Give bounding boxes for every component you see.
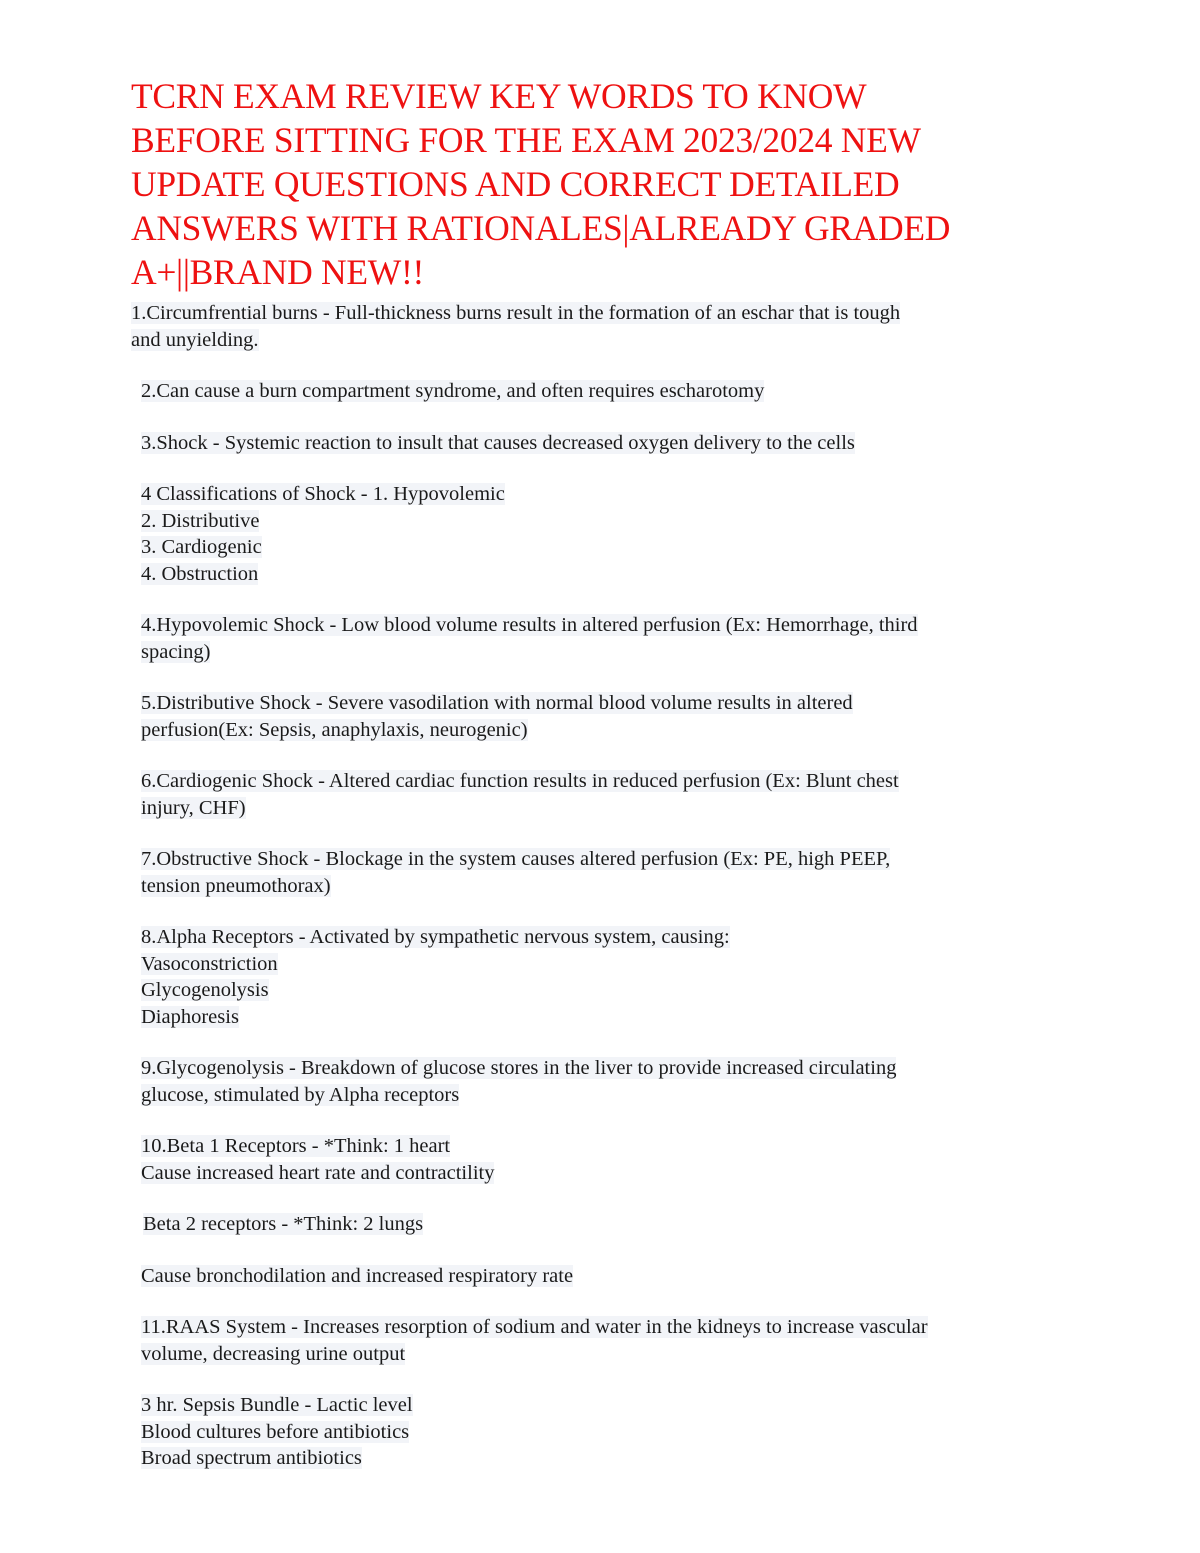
entry-line: 6.Cardiogenic Shock - Altered cardiac function results in reduced perfusion (Ex: Blunt chest bbox=[141, 770, 899, 792]
entry-line: 2.Can cause a burn compartment syndrome, and often requires escharotomy bbox=[141, 380, 765, 402]
entry-line: 3 hr. Sepsis Bundle - Lactic level bbox=[141, 1394, 413, 1416]
entry-line: tension pneumothorax) bbox=[141, 874, 331, 897]
entry-line: Broad spectrum antibiotics bbox=[141, 1447, 362, 1469]
entry-line: Glycogenolysis bbox=[141, 979, 269, 1001]
entry-line: spacing) bbox=[141, 640, 211, 663]
entry-line: 4 Classifications of Shock - 1. Hypovolemic bbox=[141, 483, 505, 505]
entry-beta-2-receptors bbox=[131, 1211, 1060, 1238]
entry-glycogenolysis bbox=[131, 1055, 1060, 1108]
entry-line: Diaphoresis bbox=[141, 1005, 239, 1028]
entry-bronchodilation bbox=[131, 1263, 1060, 1290]
entry-line: Cause increased heart rate and contractility bbox=[141, 1161, 495, 1184]
entry-line: 8.Alpha Receptors - Activated by sympathetic nervous system, causing: bbox=[141, 926, 730, 948]
entry-beta-1-receptors bbox=[131, 1133, 1060, 1186]
entry-line: Cause bronchodilation and increased respiratory rate bbox=[141, 1264, 574, 1287]
entry-line: 4.Hypovolemic Shock - Low blood volume results in altered perfusion (Ex: Hemorrhage, third bbox=[141, 614, 918, 636]
title-line: ANSWERS WITH RATIONALES|ALREADY GRADED bbox=[131, 208, 951, 248]
entry-burn-compartment-syndrome bbox=[131, 378, 1060, 405]
entry-alpha-receptors bbox=[131, 924, 1060, 1030]
entry-raas-system bbox=[131, 1314, 1060, 1367]
entry-line: perfusion(Ex: Sepsis, anaphylaxis, neurogenic) bbox=[141, 718, 528, 741]
entry-line: 11.RAAS System - Increases resorption of sodium and water in the kidneys to increase vascular bbox=[141, 1316, 928, 1338]
entry-line: and unyielding. bbox=[131, 328, 259, 351]
entry-line: injury, CHF) bbox=[141, 796, 246, 819]
entry-sepsis-bundle bbox=[131, 1392, 1060, 1472]
entry-distributive-shock bbox=[131, 690, 1060, 743]
entry-line: 7.Obstructive Shock - Blockage in the system causes altered perfusion (Ex: PE, high PEEP, bbox=[141, 848, 891, 870]
entry-line: 4. Obstruction bbox=[141, 562, 259, 585]
entry-shock-classifications bbox=[131, 481, 1060, 587]
document-title bbox=[131, 74, 1060, 294]
entry-line: Blood cultures before antibiotics bbox=[141, 1420, 410, 1443]
title-line: BEFORE SITTING FOR THE EXAM 2023/2024 NEW bbox=[131, 120, 921, 160]
entry-line: 1.Circumfrential burns - Full-thickness burns result in the formation of an eschar that is tough bbox=[131, 302, 901, 324]
entry-obstructive-shock bbox=[131, 846, 1060, 899]
entry-line: 10.Beta 1 Receptors - *Think: 1 heart bbox=[141, 1135, 451, 1157]
entry-line: Beta 2 receptors - *Think: 2 lungs bbox=[143, 1213, 424, 1235]
entry-line: glucose, stimulated by Alpha receptors bbox=[141, 1083, 460, 1106]
entry-circumferential-burns bbox=[131, 300, 1060, 353]
entry-line: 3. Cardiogenic bbox=[141, 536, 262, 558]
entry-shock bbox=[131, 430, 1060, 457]
title-line: UPDATE QUESTIONS AND CORRECT DETAILED bbox=[131, 164, 900, 204]
title-line: A+||BRAND NEW!! bbox=[131, 252, 424, 292]
entry-line: Vasoconstriction bbox=[141, 952, 278, 975]
entry-line: 3.Shock - Systemic reaction to insult that causes decreased oxygen delivery to the cells bbox=[141, 431, 855, 454]
entry-hypovolemic-shock bbox=[131, 612, 1060, 665]
entry-line: 2. Distributive bbox=[141, 509, 260, 532]
entry-cardiogenic-shock bbox=[131, 768, 1060, 821]
entry-line: 9.Glycogenolysis - Breakdown of glucose stores in the liver to provide increased circulating bbox=[141, 1057, 897, 1079]
title-line: TCRN EXAM REVIEW KEY WORDS TO KNOW bbox=[131, 76, 867, 116]
entry-line: volume, decreasing urine output bbox=[141, 1342, 406, 1365]
entry-line: 5.Distributive Shock - Severe vasodilation with normal blood volume results in altered bbox=[141, 692, 853, 714]
